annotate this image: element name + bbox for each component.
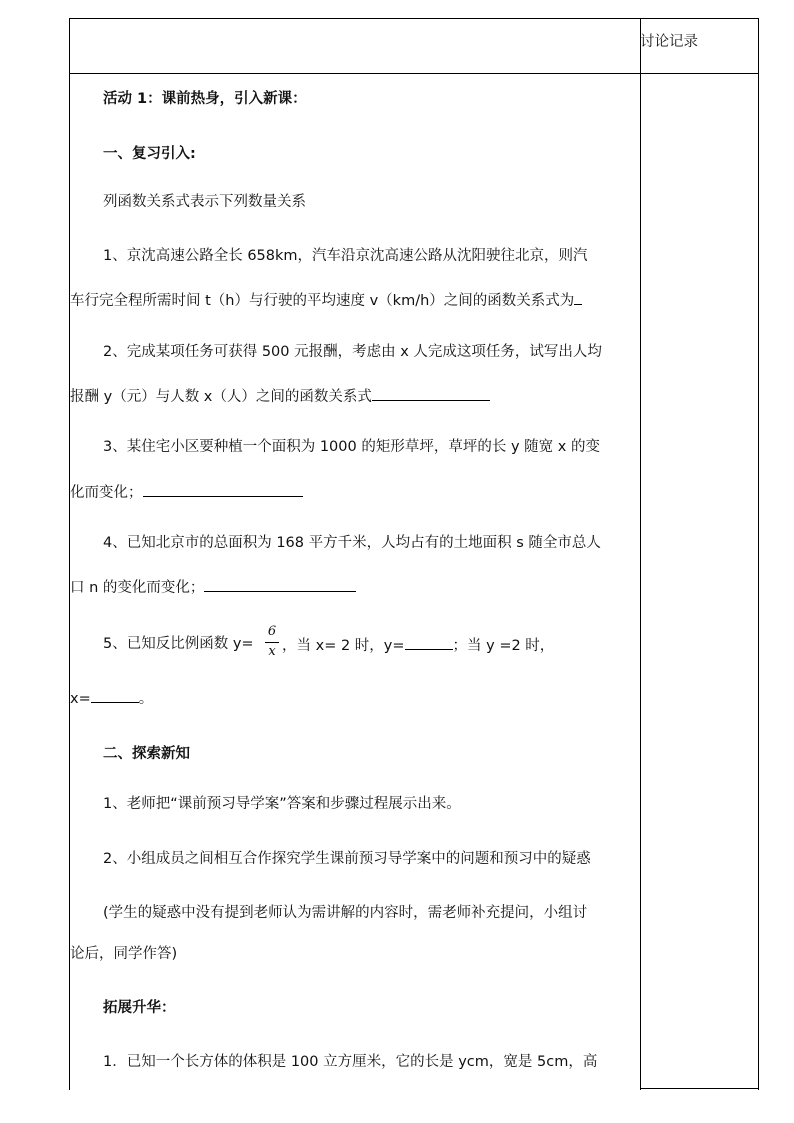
answer-blank[interactable] (372, 386, 490, 401)
section2-title: 二、探索新知 (103, 746, 190, 762)
right-column-title: 讨论记录 (640, 34, 698, 50)
section1-title: 一、复习引入: (103, 146, 196, 162)
extension-title: 拓展升华： (103, 1000, 176, 1016)
q3-line1: 3、某住宅小区要种植一个面积为 1000 的矩形草坪，草坪的长 y 随宽 x 的变 (103, 439, 600, 455)
activity-title: 活动 1：课前热身，引入新课： (103, 91, 307, 107)
q1-line1: 1、京沈高速公路全长 658km，汽车沿京沈高速公路从沈阳驶往北京，则汽 (103, 248, 588, 264)
table-right-border (758, 18, 759, 1090)
section2-note-line2: 论后，同学作答) (70, 946, 178, 962)
q2-line1: 2、完成某项任务可获得 500 元报酬，考虑由 x 人完成这项任务，试写出人均 (103, 344, 602, 360)
fraction-denominator: x (268, 644, 276, 659)
answer-blank[interactable] (405, 635, 453, 650)
table-left-border (69, 18, 70, 1090)
section2-note-line1: (学生的疑惑中没有提到老师认为需讲解的内容时，需老师补充提问，小组讨 (103, 905, 588, 921)
right-column-bottom-border (640, 1088, 759, 1089)
q5-line2: x= 。 (70, 688, 153, 708)
section1-intro: 列函数关系式表示下列数量关系 (103, 194, 306, 210)
answer-blank[interactable] (204, 577, 356, 592)
q5-prefix: 5、已知反比例函数 y= (103, 636, 254, 652)
answer-blank[interactable] (143, 482, 303, 497)
fraction-bar (265, 642, 279, 643)
q3-line2: 化而变化； (70, 482, 303, 502)
section2-item1: 1、老师把“课前预习导学案”答案和步骤过程展示出来。 (103, 796, 461, 812)
q4-line2: 口 n 的变化而变化； (70, 577, 356, 597)
answer-blank[interactable] (91, 688, 139, 703)
fraction-numerator: 6 (267, 624, 277, 639)
section2-item2: 2、小组成员之间相互合作探究学生课前预习导学案中的问题和预习中的疑惑 (103, 851, 591, 867)
extension-item1: 1．已知一个长方体的体积是 100 立方厘米，它的长是 ycm，宽是 5cm，高 (103, 1054, 598, 1070)
answer-blank[interactable] (574, 290, 582, 305)
table-column-divider (640, 18, 641, 1090)
table-header-divider (69, 73, 759, 74)
table-top-border (69, 18, 759, 19)
q1-line2: 车行完全程所需时间 t（h）与行驶的平均速度 v（km/h）之间的函数关系式为 (70, 290, 582, 310)
q5-mid: ，当 x= 2 时，y= ；当 y =2 时， (282, 635, 554, 655)
q4-line1: 4、已知北京市的总面积为 168 平方千米，人均占有的土地面积 s 随全市总人 (103, 535, 601, 551)
q2-line2: 报酬 y（元）与人数 x（人）之间的函数关系式 (70, 386, 490, 406)
